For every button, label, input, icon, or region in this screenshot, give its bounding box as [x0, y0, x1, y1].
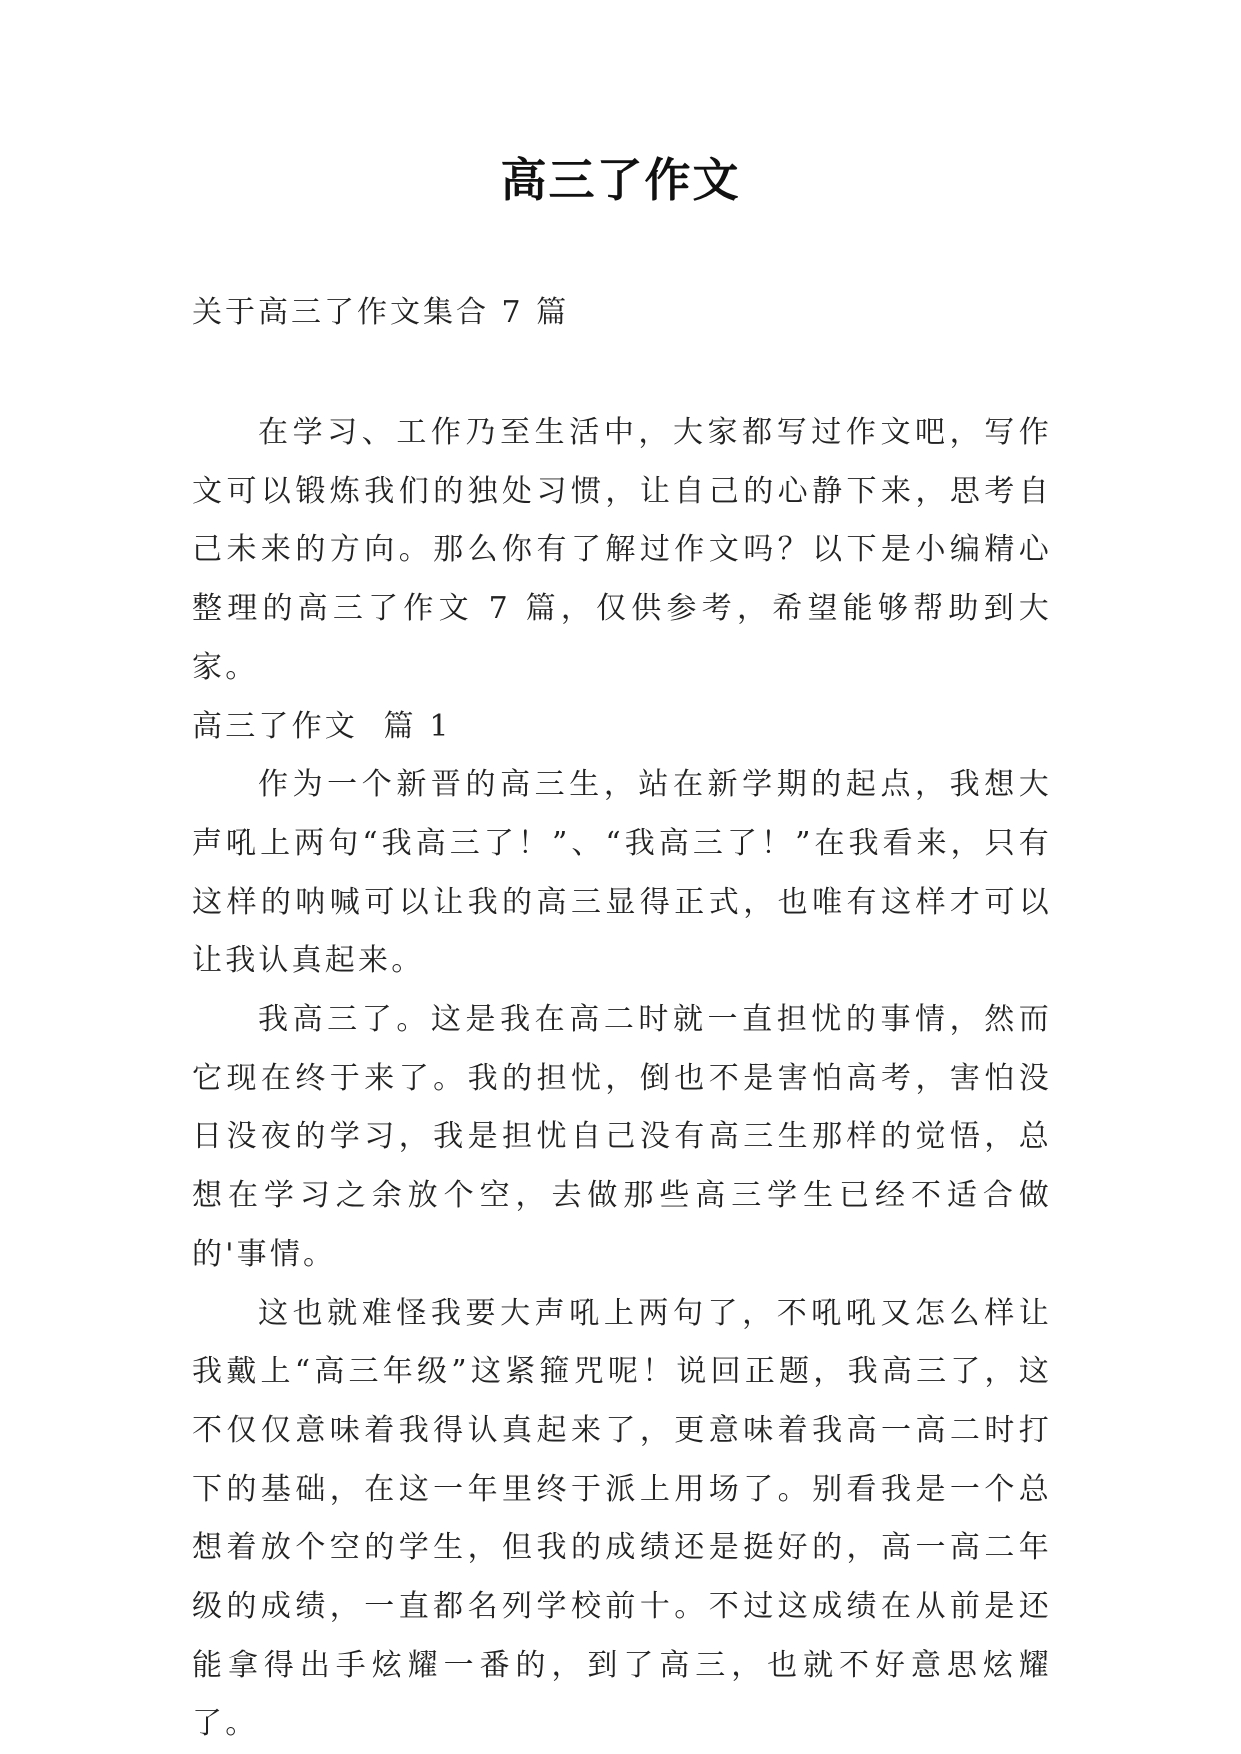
- body-paragraph: 这也就难怪我要大声吼上两句了，不吼吼又怎么样让我戴上“高三年级”这紧箍咒呢！说回正题，我高三了，这不仅仅意味着我得认真起来了，更意味着我高一高二时打下的基础，在这一年里终于派上用场了。别看我是一个总想着放个空的学生，但我的成绩还是挺好的，高一高二年级的成绩，一直都名列学校前十。不过这成绩在从前是还能拿得出手炫耀一番的，到了高三，也就不好意思炫耀了。: [192, 1295, 1052, 1742]
- intro-paragraph: 在学习、工作乃至生活中，大家都写过作文吧，写作文可以锻炼我们的独处习惯，让自己的心静下来，思考自己未来的方向。那么你有了解过作文吗？以下是小编精心整理的高三了作文 7 篇，仅供参考，希望能够帮助到大家。: [192, 415, 1052, 685]
- document-title: 高三了作文: [500, 153, 741, 207]
- document-body: [192, 404, 1052, 1754]
- document-subtitle: 关于高三了作文集合 7 篇: [192, 295, 570, 330]
- body-paragraph: 作为一个新晋的高三生，站在新学期的起点，我想大声吼上两句“我高三了！”、“我高三了！”在我看来，只有这样的呐喊可以让我的高三显得正式，也唯有这样才可以让我认真起来。: [192, 767, 1052, 979]
- section-heading: 高三了作文 篇 1: [192, 708, 452, 744]
- body-paragraph: 我高三了。这是我在高二时就一直担忧的事情，然而它现在终于来了。我的担忧，倒也不是害怕高考，害怕没日没夜的学习，我是担忧自己没有高三生那样的觉悟，总想在学习之余放个空，去做那些高三学生已经不适合做的'事情。: [192, 1002, 1052, 1272]
